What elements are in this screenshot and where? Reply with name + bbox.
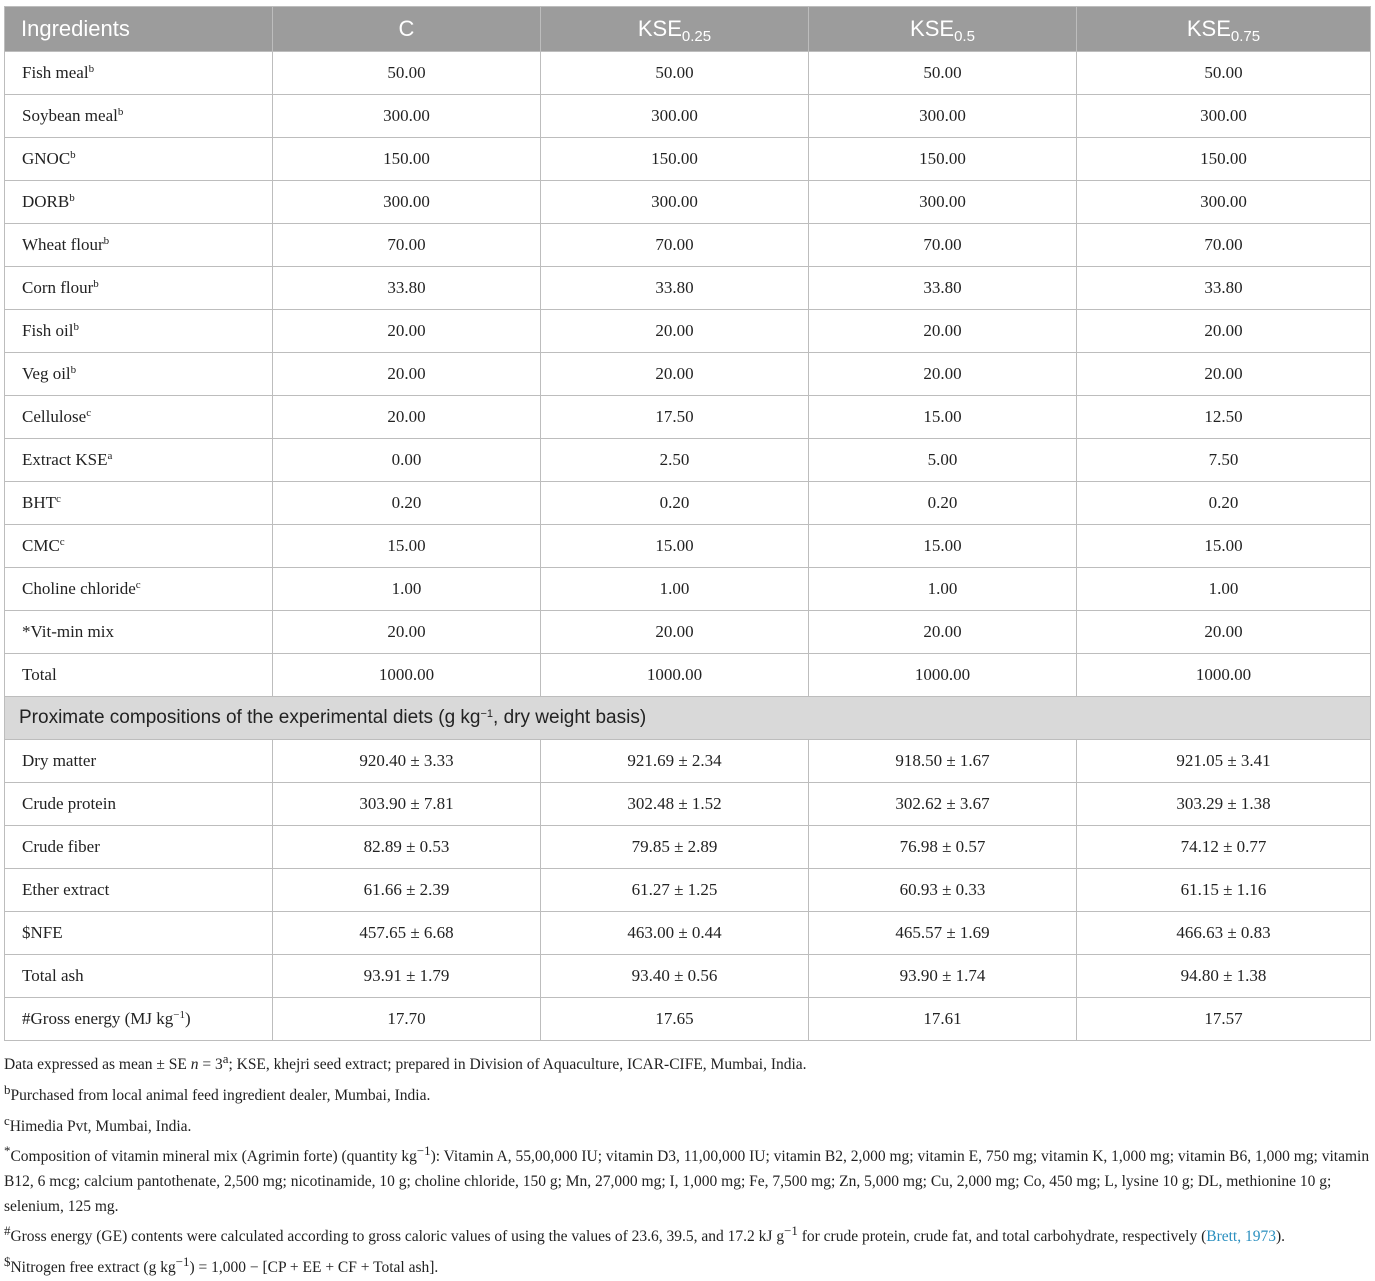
row-label: Total ash: [5, 955, 273, 998]
proximate-row: [5, 783, 1371, 826]
value-cell: 17.65: [541, 998, 809, 1041]
value-cell: 300.00: [809, 95, 1077, 138]
row-label: Fish meal$^b$: [5, 52, 273, 95]
row-label: Soybean meal$^b$: [5, 95, 273, 138]
proximate-row: [5, 998, 1371, 1041]
value-cell: 20.00: [1077, 611, 1371, 654]
diet-composition-table-container: [4, 6, 1370, 1041]
row-label: Wheat flour$^b$: [5, 224, 273, 267]
row-label: #Gross energy (MJ $kg^{-1}$): [5, 998, 273, 1041]
value-cell: 150.00: [809, 138, 1077, 181]
value-cell: 920.40 ± 3.33: [273, 740, 541, 783]
header-c: C: [273, 7, 541, 52]
header-kse075: $KSE_{0.75}$: [1077, 7, 1371, 52]
value-cell: 302.62 ± 3.67: [809, 783, 1077, 826]
value-cell: 20.00: [273, 396, 541, 439]
value-cell: 93.40 ± 0.56: [541, 955, 809, 998]
value-cell: 15.00: [1077, 525, 1371, 568]
value-cell: 300.00: [1077, 181, 1371, 224]
value-cell: 50.00: [541, 52, 809, 95]
value-cell: 15.00: [809, 396, 1077, 439]
value-cell: 150.00: [541, 138, 809, 181]
value-cell: 82.89 ± 0.53: [273, 826, 541, 869]
value-cell: 1.00: [809, 568, 1077, 611]
row-label: Extract KSE$^a$: [5, 439, 273, 482]
value-cell: 17.57: [1077, 998, 1371, 1041]
value-cell: 15.00: [273, 525, 541, 568]
ingredient-row: [5, 267, 1371, 310]
ingredient-row: [5, 95, 1371, 138]
value-cell: 0.20: [273, 482, 541, 525]
value-cell: 20.00: [809, 611, 1077, 654]
footnote-vitmin: *Composition of vitamin mineral mix (Agrimin forte) (quantity $kg^{-1}$): Vitamin A, 55,00,000 IU; vitamin D3, 11,00,000 IU; vitamin B2, 2,000 mg; vitamin E, 750 mg; vitamin K, 1,000 mg; vitamin B6, 1,000 mg; vitamin B12, 6 mcg; calcium pantothenate, 2,500 mg; nicotinamide, 10 g; choline chloride, 150 g; Mn, 27,000 mg; I, 1,000 mg; Fe, 7,500 mg; Zn, 5,000 mg; Cu, 2,000 mg; Co, 450 mg; L, lysine 10 g; DL, methionine 10 g; selenium, 125 mg.: [4, 1143, 1370, 1215]
value-cell: 300.00: [809, 181, 1077, 224]
value-cell: 150.00: [273, 138, 541, 181]
value-cell: 1000.00: [273, 654, 541, 697]
row-label: *Vit-min mix: [5, 611, 273, 654]
value-cell: 463.00 ± 0.44: [541, 912, 809, 955]
proximate-row: [5, 826, 1371, 869]
row-label: DORB$^b$: [5, 181, 273, 224]
value-cell: 17.50: [541, 396, 809, 439]
value-cell: 466.63 ± 0.83: [1077, 912, 1371, 955]
value-cell: 457.65 ± 6.68: [273, 912, 541, 955]
ingredient-row: [5, 654, 1371, 697]
value-cell: 1.00: [273, 568, 541, 611]
value-cell: 1000.00: [541, 654, 809, 697]
value-cell: 50.00: [809, 52, 1077, 95]
footnote-nfe: $Nitrogen free extract (g $kg^{-1}) = 1,000 - [CP$ + EE + CF + Total ash].: [4, 1253, 439, 1277]
value-cell: 17.70: [273, 998, 541, 1041]
value-cell: 302.48 ± 1.52: [541, 783, 809, 826]
value-cell: 15.00: [809, 525, 1077, 568]
value-cell: 150.00: [1077, 138, 1371, 181]
value-cell: 61.27 ± 1.25: [541, 869, 809, 912]
ingredient-row: [5, 525, 1371, 568]
value-cell: 60.93 ± 0.33: [809, 869, 1077, 912]
row-label: Ether extract: [5, 869, 273, 912]
value-cell: 5.00: [809, 439, 1077, 482]
value-cell: 921.69 ± 2.34: [541, 740, 809, 783]
header-row: [5, 7, 1371, 52]
value-cell: 20.00: [273, 353, 541, 396]
value-cell: 33.80: [273, 267, 541, 310]
value-cell: 76.98 ± 0.57: [809, 826, 1077, 869]
row-label: Crude fiber: [5, 826, 273, 869]
value-cell: 15.00: [541, 525, 809, 568]
row-label: CMC$^c$: [5, 525, 273, 568]
proximate-section-header: [5, 697, 1371, 740]
value-cell: 33.80: [1077, 267, 1371, 310]
section-title: Proximate compositions of the experimental diets (g $kg^{-1}$, dry weight basis): [5, 697, 1371, 740]
value-cell: 1.00: [1077, 568, 1371, 611]
value-cell: 1000.00: [809, 654, 1077, 697]
value-cell: 0.00: [273, 439, 541, 482]
ingredient-row: [5, 396, 1371, 439]
value-cell: 70.00: [809, 224, 1077, 267]
footnote-data: Data expressed as mean ± SE $n = 3^a$; KSE, khejri seed extract; prepared in Division of Aquaculture, ICAR-CIFE, Mumbai, India.: [4, 1051, 807, 1074]
proximate-row: [5, 740, 1371, 783]
value-cell: 20.00: [541, 353, 809, 396]
diet-composition-table: [4, 6, 1371, 1041]
value-cell: 50.00: [1077, 52, 1371, 95]
row-label: GNOC$^b$: [5, 138, 273, 181]
value-cell: 70.00: [273, 224, 541, 267]
value-cell: 50.00: [273, 52, 541, 95]
value-cell: 93.90 ± 1.74: [809, 955, 1077, 998]
value-cell: 20.00: [809, 310, 1077, 353]
value-cell: 1.00: [541, 568, 809, 611]
row-label: $NFE: [5, 912, 273, 955]
proximate-row: [5, 912, 1371, 955]
value-cell: 20.00: [809, 353, 1077, 396]
value-cell: 17.61: [809, 998, 1077, 1041]
value-cell: 70.00: [1077, 224, 1371, 267]
ingredient-row: [5, 353, 1371, 396]
footnote-gross-energy: #Gross energy (GE) contents were calculated according to gross caloric values of using the values of 23.6, 39.5, and 17.2 kJ $g^{-1}$ for crude protein, crude fat, and total carbohydrate, respectively (Brett, 1973).: [4, 1223, 1286, 1246]
row-label: Cellulose$^c$: [5, 396, 273, 439]
value-cell: 70.00: [541, 224, 809, 267]
value-cell: 0.20: [809, 482, 1077, 525]
header-ingredients: Ingredients: [5, 7, 273, 52]
value-cell: 7.50: [1077, 439, 1371, 482]
value-cell: 93.91 ± 1.79: [273, 955, 541, 998]
value-cell: 20.00: [1077, 353, 1371, 396]
footnote-c: $^c$Himedia Pvt, Mumbai, India.: [4, 1112, 192, 1135]
value-cell: 465.57 ± 1.69: [809, 912, 1077, 955]
value-cell: 2.50: [541, 439, 809, 482]
ingredient-row: [5, 224, 1371, 267]
ingredient-row: [5, 138, 1371, 181]
value-cell: 300.00: [541, 181, 809, 224]
value-cell: 12.50: [1077, 396, 1371, 439]
value-cell: 303.90 ± 7.81: [273, 783, 541, 826]
value-cell: 0.20: [1077, 482, 1371, 525]
value-cell: 79.85 ± 2.89: [541, 826, 809, 869]
row-label: Dry matter: [5, 740, 273, 783]
table-body: [5, 52, 1371, 1041]
row-label: Fish oil$^b$: [5, 310, 273, 353]
value-cell: 33.80: [541, 267, 809, 310]
value-cell: 20.00: [273, 611, 541, 654]
value-cell: 300.00: [273, 181, 541, 224]
header-kse05: $KSE_{0.5}$: [809, 7, 1077, 52]
row-label: Veg oil$^b$: [5, 353, 273, 396]
proximate-row: [5, 955, 1371, 998]
value-cell: 303.29 ± 1.38: [1077, 783, 1371, 826]
value-cell: 20.00: [541, 310, 809, 353]
footnote-b: $^b$Purchased from local animal feed ingredient dealer, Mumbai, India.: [4, 1081, 431, 1104]
value-cell: 300.00: [273, 95, 541, 138]
value-cell: 300.00: [1077, 95, 1371, 138]
citation-link-brett-1973[interactable]: Brett, 1973: [1206, 1228, 1276, 1246]
value-cell: 61.15 ± 1.16: [1077, 869, 1371, 912]
row-label: Total: [5, 654, 273, 697]
ingredient-row: [5, 181, 1371, 224]
value-cell: 20.00: [273, 310, 541, 353]
value-cell: 20.00: [1077, 310, 1371, 353]
value-cell: 74.12 ± 0.77: [1077, 826, 1371, 869]
value-cell: 61.66 ± 2.39: [273, 869, 541, 912]
row-label: Crude protein: [5, 783, 273, 826]
value-cell: 921.05 ± 3.41: [1077, 740, 1371, 783]
header-kse025: $KSE_{0.25}$: [541, 7, 809, 52]
value-cell: 0.20: [541, 482, 809, 525]
value-cell: 918.50 ± 1.67: [809, 740, 1077, 783]
ingredient-row: [5, 439, 1371, 482]
value-cell: 33.80: [809, 267, 1077, 310]
value-cell: 300.00: [541, 95, 809, 138]
ingredient-row: [5, 482, 1371, 525]
proximate-row: [5, 869, 1371, 912]
ingredient-row: [5, 611, 1371, 654]
value-cell: 1000.00: [1077, 654, 1371, 697]
row-label: Corn flour$^b$: [5, 267, 273, 310]
value-cell: 94.80 ± 1.38: [1077, 955, 1371, 998]
value-cell: 20.00: [541, 611, 809, 654]
ingredient-row: [5, 52, 1371, 95]
row-label: Choline chloride$^c$: [5, 568, 273, 611]
ingredient-row: [5, 568, 1371, 611]
ingredient-row: [5, 310, 1371, 353]
table-footnotes: [4, 1047, 1370, 1281]
row-label: BHT$^c$: [5, 482, 273, 525]
